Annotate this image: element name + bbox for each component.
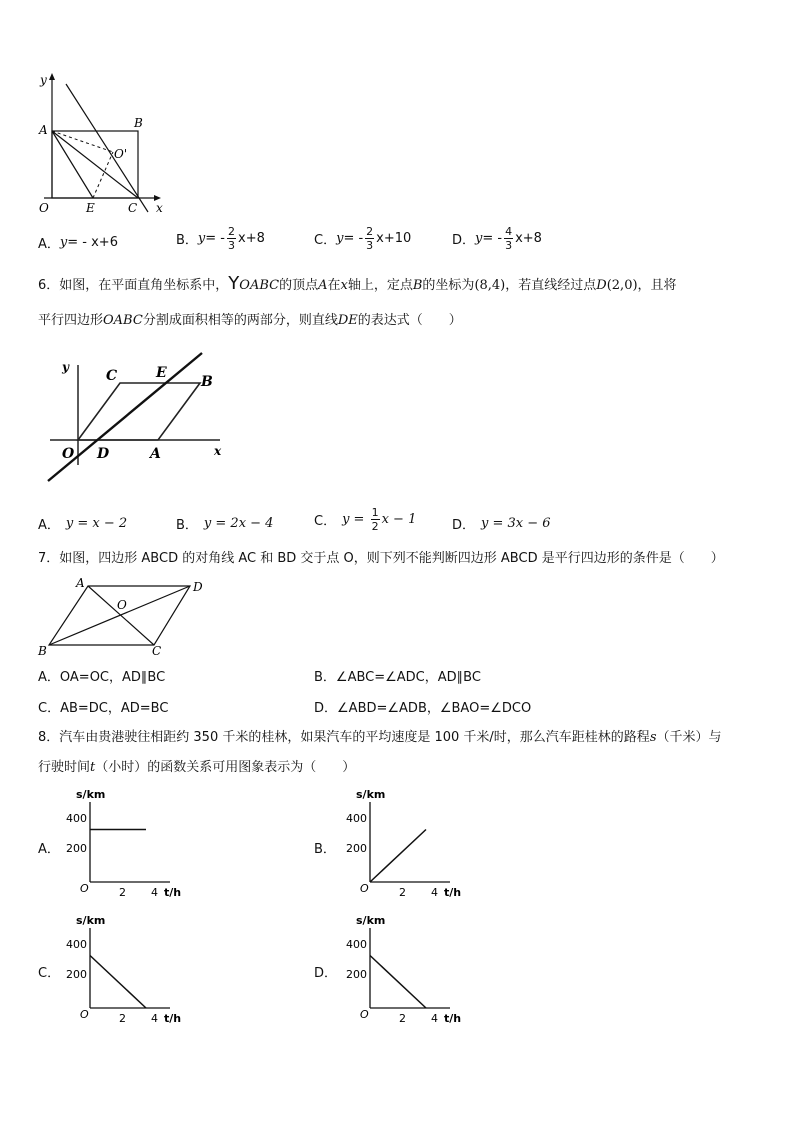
q8-graph-c-series-line	[90, 956, 146, 1009]
q5-option-c-den: 3	[366, 239, 374, 252]
q6-coord-b: (8,4)	[474, 278, 506, 293]
q8-graph-b-xtick-4: 4	[431, 886, 438, 899]
q6-option-c-pre: y =	[342, 512, 369, 527]
q6-text-10: 的表达式（ ）	[357, 313, 462, 328]
q6-text-4: 轴上，定点	[347, 278, 413, 293]
q8-graph-c-ylabel: s/km	[76, 914, 106, 927]
q8-var-t: t	[90, 760, 96, 775]
q5-label-x: x	[156, 201, 163, 215]
q6-figure	[40, 345, 240, 495]
q8-graph-b-origin: O	[360, 882, 369, 895]
q8-text-3: 行驶时间	[38, 760, 91, 775]
q8-graph-a-xtick-4: 4	[151, 886, 158, 899]
q6-label-y: y	[62, 360, 69, 374]
q8-graph-d-xtick-4: 4	[431, 1012, 438, 1025]
q5-label-e: E	[86, 201, 95, 215]
q6-text-2: 的顶点	[279, 278, 319, 293]
q6-name-oabc-2: OABC	[103, 313, 143, 328]
q8-graph-a-ylabel: s/km	[76, 788, 106, 801]
q6-label-a: A	[150, 446, 161, 462]
q8-graph-b-series-line	[370, 830, 426, 883]
q6-text-3: 在	[327, 278, 341, 293]
q7-diagonal-bd	[49, 586, 190, 645]
q5-option-c-fraction	[365, 225, 374, 252]
q8-graph-b-xlabel: t/h	[444, 886, 462, 899]
q8-option-b-letter: B．	[314, 842, 336, 857]
q6-option-d-letter: D．	[452, 518, 476, 533]
q8-graph-b	[342, 786, 472, 900]
q8-graph-b-ylabel: s/km	[356, 788, 386, 801]
q5-option-b-y: y	[197, 231, 206, 246]
q5-label-c: C	[128, 201, 138, 215]
q6-option-a[interactable]	[38, 514, 127, 533]
q7-option-c[interactable]	[38, 697, 168, 716]
q8-graph-d-series-line	[370, 956, 426, 1009]
q6-coord-d: (2,0)	[606, 278, 638, 293]
q5-option-d[interactable]	[452, 225, 542, 252]
q5-label-oprime: O'	[114, 147, 128, 161]
q6-option-d[interactable]	[452, 514, 551, 533]
q5-option-b[interactable]	[176, 225, 265, 252]
q6-label-o: O	[62, 446, 75, 462]
q8-graph-d-ytick-200: 200	[346, 968, 367, 981]
q8-option-b[interactable]	[314, 838, 336, 857]
q7-figure	[34, 576, 214, 660]
q8-graph-a-origin: O	[80, 882, 89, 895]
q6-text-8: 平行四边形	[38, 313, 104, 328]
q5-option-d-den: 3	[505, 239, 513, 252]
q8-graph-c	[62, 912, 192, 1026]
q5-option-a-letter: A．	[38, 237, 60, 252]
q8-option-c-letter: C．	[38, 966, 61, 981]
q5-option-c-suffix: x+10	[376, 231, 412, 246]
q8-graph-c-origin: O	[80, 1008, 89, 1021]
q8-option-a[interactable]	[38, 838, 60, 857]
q6-line-de: DE	[337, 313, 358, 328]
q6-option-d-expr: y = 3x − 6	[481, 516, 551, 531]
q6-option-b[interactable]	[176, 514, 273, 533]
q5-option-c-y: y	[336, 231, 344, 246]
q8-text-4: （小时）的函数关系可用图象表示为（ ）	[95, 760, 356, 775]
q6-point-d: D	[596, 278, 607, 293]
q5-option-c-num: 2	[366, 225, 374, 238]
q6-point-b: B	[412, 278, 423, 293]
q8-graph-b-xtick-2: 2	[399, 886, 406, 899]
q7-option-a[interactable]	[38, 666, 165, 685]
q5-option-d-num: 4	[505, 225, 513, 238]
q6-label-c: C	[106, 368, 118, 384]
q6-option-c-den: 2	[371, 520, 379, 533]
q5-segment-ac	[52, 131, 138, 198]
q5-option-a-y: y	[59, 235, 68, 250]
q8-graph-d-ylabel: s/km	[356, 914, 386, 927]
q5-option-b-letter: B．	[176, 233, 198, 248]
q5-y-arrow	[49, 73, 55, 80]
q8-graph-d-ytick-400: 400	[346, 938, 367, 951]
q5-dashed-ao	[52, 131, 113, 152]
q8-var-s: s	[649, 730, 657, 745]
q6-label-x: x	[214, 444, 222, 458]
q8-graph-d-xtick-2: 2	[399, 1012, 406, 1025]
q6-label-e: E	[156, 365, 167, 381]
q7-option-b[interactable]	[314, 666, 481, 685]
q8-graph-c-xlabel: t/h	[164, 1012, 182, 1025]
q7-label-c: C	[152, 644, 162, 658]
q8-graph-c-xtick-4: 4	[151, 1012, 158, 1025]
q5-dashed-eo	[93, 152, 113, 198]
q8-option-a-letter: A．	[38, 842, 60, 857]
q8-stem-line1	[38, 728, 722, 748]
q6-text-7: ，且将	[637, 278, 677, 293]
q7-option-d[interactable]	[314, 697, 531, 716]
q6-option-a-expr: y = x − 2	[65, 516, 128, 531]
q6-option-c-num: 1	[371, 506, 379, 519]
q7-option-a-letter: A．	[38, 670, 60, 685]
q6-stem-line1	[38, 274, 677, 296]
q5-label-o: O	[39, 201, 49, 215]
q8-graph-b-ytick-200: 200	[346, 842, 367, 855]
q6-label-b: B	[201, 374, 213, 390]
q6-parallelogram-symbol: Y	[228, 273, 240, 294]
q5-label-b: B	[134, 116, 143, 130]
q8-graph-c-ytick-400: 400	[66, 938, 87, 951]
q6-parallelogram	[78, 383, 200, 440]
q5-figure	[30, 70, 170, 220]
q8-text-2: （千米）与	[656, 730, 722, 745]
q5-option-c[interactable]	[314, 225, 411, 252]
q8-graph-c-ytick-200: 200	[66, 968, 87, 981]
q8-option-d[interactable]	[314, 962, 337, 981]
q5-segment-ae	[52, 131, 93, 198]
q7-option-b-letter: B．	[314, 670, 336, 685]
q5-option-d-fraction	[504, 225, 513, 252]
q5-option-b-fraction	[227, 225, 236, 252]
q6-option-b-letter: B．	[176, 518, 198, 533]
q6-text-9: 分割成面积相等的两部分，则直线	[142, 313, 338, 328]
q8-graph-a-xlabel: t/h	[164, 886, 182, 899]
q8-graph-a	[62, 786, 192, 900]
q5-option-b-den: 3	[228, 239, 235, 252]
q6-option-c-letter: C．	[314, 514, 337, 529]
q5-label-y: y	[40, 73, 47, 87]
q7-stem: 7．如图，四边形 ABCD 的对角线 AC 和 BD 交于点 O，则下列不能判断四边形 ABCD 是平行四边形的条件是（ ）	[38, 551, 724, 566]
q8-text-1: 8．汽车由贵港驶往相距约 350 千米的桂林，如果汽车的平均速度是 100 千米/时，那么汽车距桂林的路程	[38, 730, 650, 745]
q5-option-a-eq: = - x+6	[67, 235, 118, 250]
q8-graph-a-ytick-400: 400	[66, 812, 87, 825]
q8-graph-b-ytick-400: 400	[346, 812, 367, 825]
q8-stem-line2	[38, 758, 355, 778]
q5-option-c-eq: = -	[343, 231, 364, 246]
q8-graph-d	[342, 912, 472, 1026]
q8-option-d-letter: D．	[314, 966, 338, 981]
q5-option-d-letter: D．	[452, 233, 476, 248]
q8-graph-c-xtick-2: 2	[119, 1012, 126, 1025]
q6-text-6: ，若直线经过点	[505, 278, 597, 293]
q7-label-d: D	[193, 580, 203, 594]
q5-label-a: A	[39, 123, 48, 137]
q7-option-d-text: ∠ABD=∠ADB，∠BAO=∠DCO	[337, 701, 532, 716]
q5-option-a[interactable]	[38, 233, 118, 252]
q6-name-oabc: OABC	[239, 278, 280, 293]
q5-option-b-suffix: x+8	[238, 231, 265, 246]
q7-option-c-text: AB=DC，AD=BC	[60, 701, 169, 716]
q7-label-b: B	[38, 644, 47, 658]
q8-graph-a-ytick-200: 200	[66, 842, 87, 855]
q7-label-a: A	[76, 576, 85, 590]
q6-option-a-letter: A．	[38, 518, 60, 533]
q5-option-c-letter: C．	[314, 233, 337, 248]
q5-option-d-y: y	[475, 231, 483, 246]
q5-option-b-eq: = -	[205, 231, 225, 246]
q5-option-d-suffix: x+8	[515, 231, 542, 246]
q7-option-d-letter: D．	[314, 701, 338, 716]
q6-stem-line2	[38, 311, 462, 331]
q5-fold-line	[66, 84, 148, 212]
q8-graph-d-origin: O	[360, 1008, 369, 1021]
q8-graph-d-xlabel: t/h	[444, 1012, 462, 1025]
q5-option-d-eq: = -	[482, 231, 503, 246]
q6-option-c-fraction	[371, 506, 380, 533]
q7-option-c-letter: C．	[38, 701, 61, 716]
q6-option-b-expr: y = 2x − 4	[203, 516, 274, 531]
q6-label-d: D	[97, 446, 110, 462]
q7-option-b-text: ∠ABC=∠ADC，AD∥BC	[335, 670, 481, 685]
q6-point-a: A	[318, 278, 328, 293]
q6-text-1: 6．如图，在平面直角坐标系中，	[38, 278, 229, 293]
q6-option-c[interactable]	[314, 506, 416, 533]
q8-graph-a-xtick-2: 2	[119, 886, 126, 899]
q7-label-o: O	[117, 598, 127, 612]
q6-text-5: 的坐标为	[422, 278, 475, 293]
q7-option-a-text: OA=OC，AD∥BC	[59, 670, 166, 685]
q5-option-b-num: 2	[228, 225, 235, 238]
q8-option-c[interactable]	[38, 962, 60, 981]
q6-axis-x: x	[340, 278, 348, 293]
q6-option-c-post: x − 1	[381, 512, 417, 527]
